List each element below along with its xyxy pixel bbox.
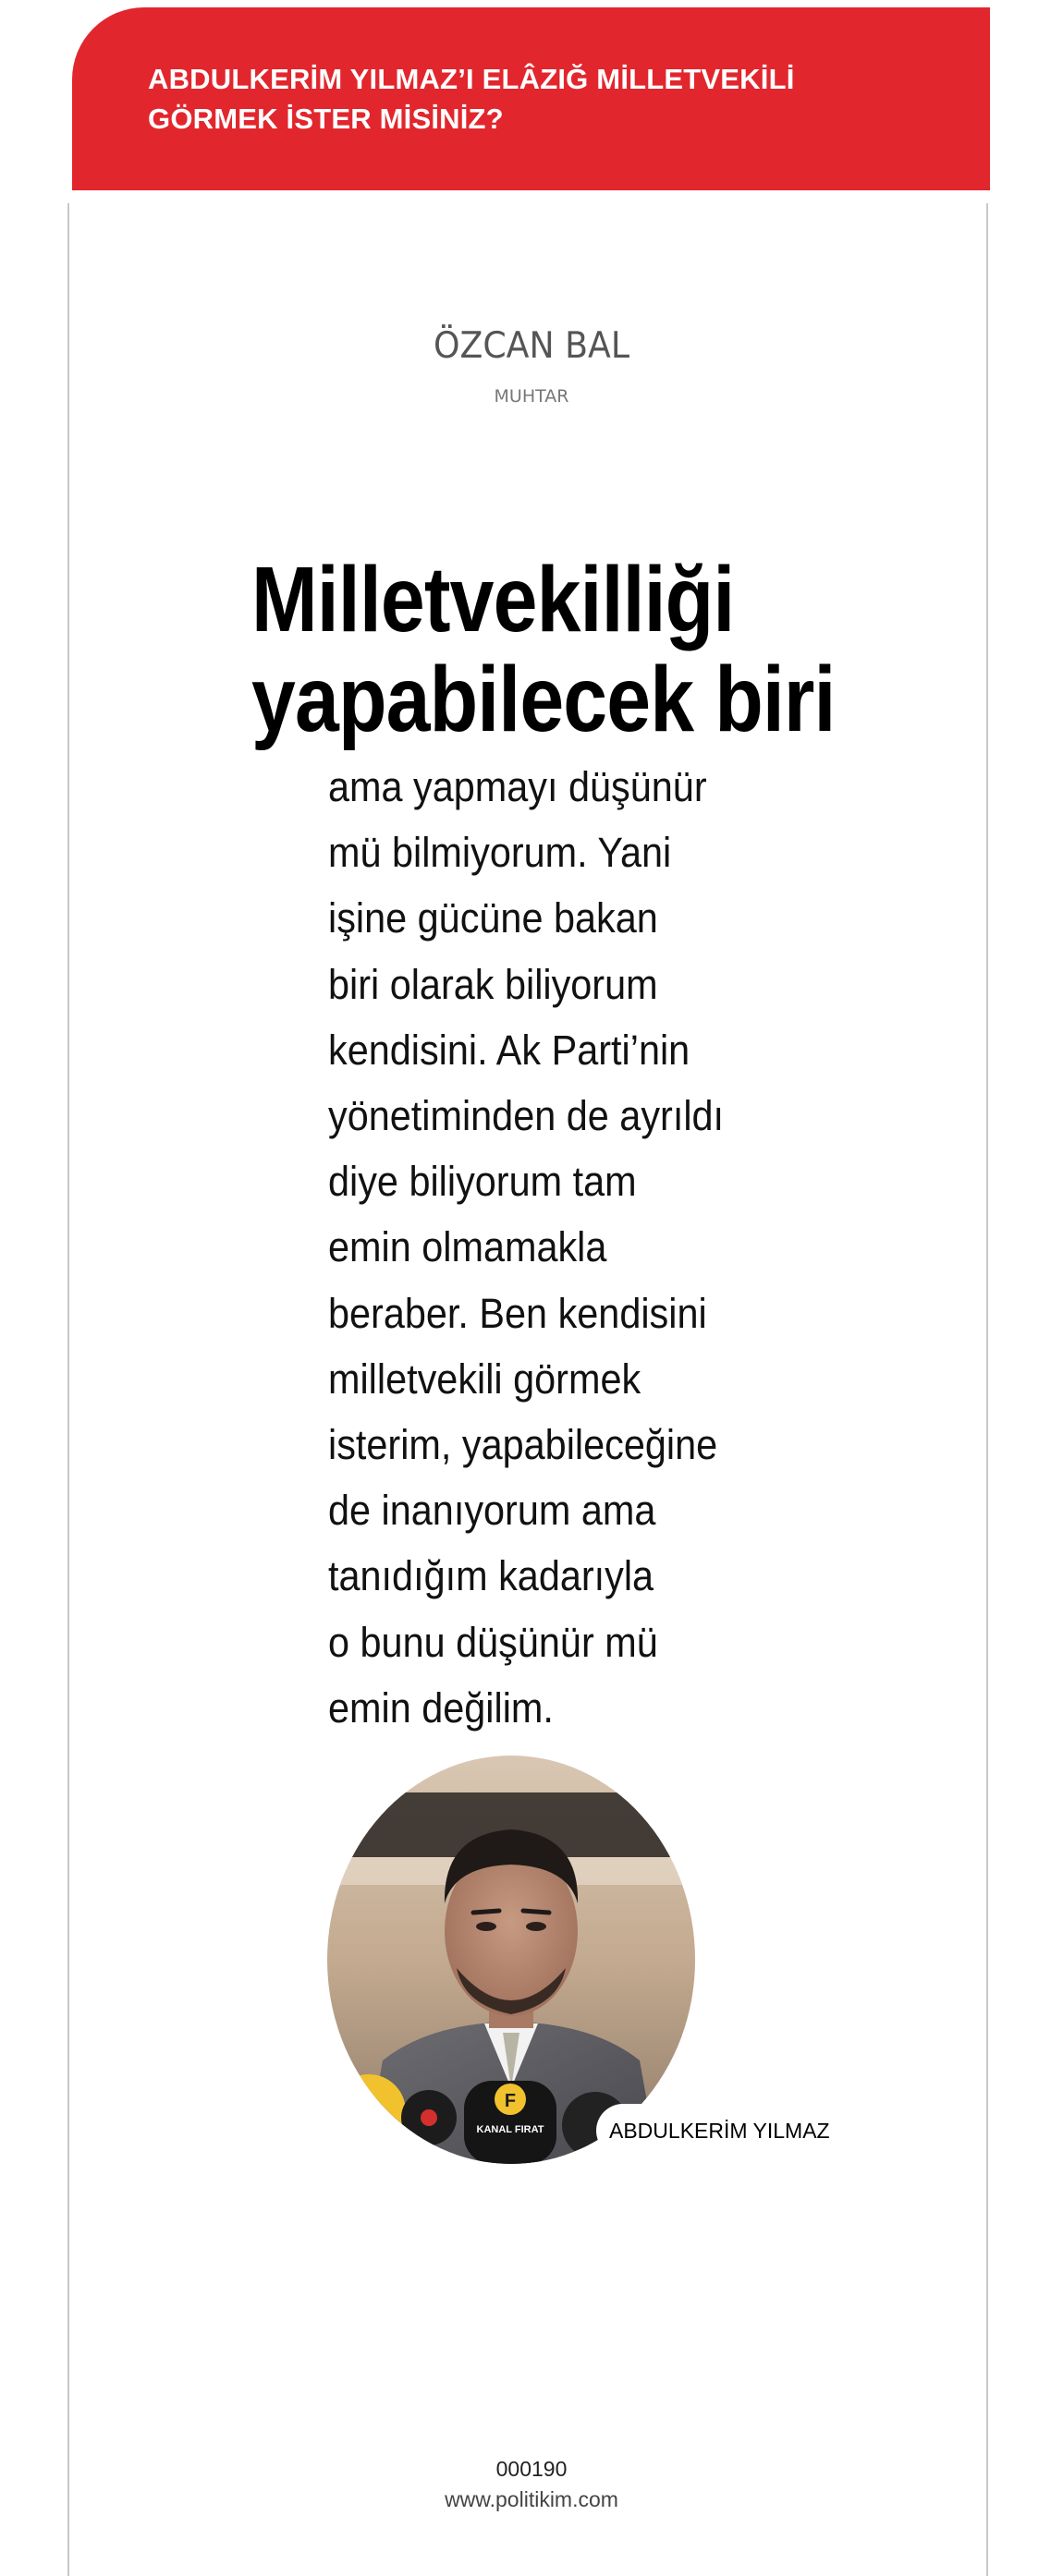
footer-url: www.politikim.com [445,2487,618,2511]
headline-line: Milletvekilliği [251,548,735,651]
quote-line: ama yapmayı düşünür [328,763,707,810]
quote-line: emin değilim. [328,1683,554,1732]
svg-text:F: F [504,2091,517,2111]
quote-line: işine gücüne bakan [328,894,658,942]
quote-line: o bunu düşünür mü [328,1618,658,1666]
quote-line: beraber. Ben kendisini [328,1289,707,1337]
quote-line: de inanıyorum ama [328,1487,656,1535]
author-name: ÖZCAN BAL [433,325,630,367]
quote-line: biri olarak biliyorum [328,960,658,1008]
microphone-label: KANAL FIRAT [476,2124,544,2135]
quote-line: milletvekili görmek [328,1355,641,1403]
quote-body [328,754,737,1741]
quote-line: yönetiminden de ayrıldı [328,1092,725,1140]
quote-line: mü bilmiyorum. Yani [328,829,672,877]
author-role: MUHTAR [494,386,569,407]
header-banner [72,7,990,190]
quote-line: tanıdığım kadarıyla [328,1552,654,1600]
quote-line: emin olmamakla [328,1223,607,1271]
quote-line: isterim, yapabileceğine [328,1421,718,1469]
portrait-photo [327,1756,695,2164]
quote-line: kendisini. Ak Parti’nin [328,1026,690,1074]
quote-line: diye biliyorum tam [328,1158,637,1206]
photo-caption-badge [596,2104,847,2157]
footer-code: 000190 [495,2457,568,2481]
photo-caption: ABDULKERİM YILMAZ [609,2118,830,2143]
header-title: ABDULKERİM YILMAZ’I ELÂZIĞ MİLLETVEKİLİ GÖRMEK İSTER MİSİNİZ? [148,63,795,135]
quote-headline [251,550,836,749]
headline-line: yapabilecek biri [251,648,836,751]
